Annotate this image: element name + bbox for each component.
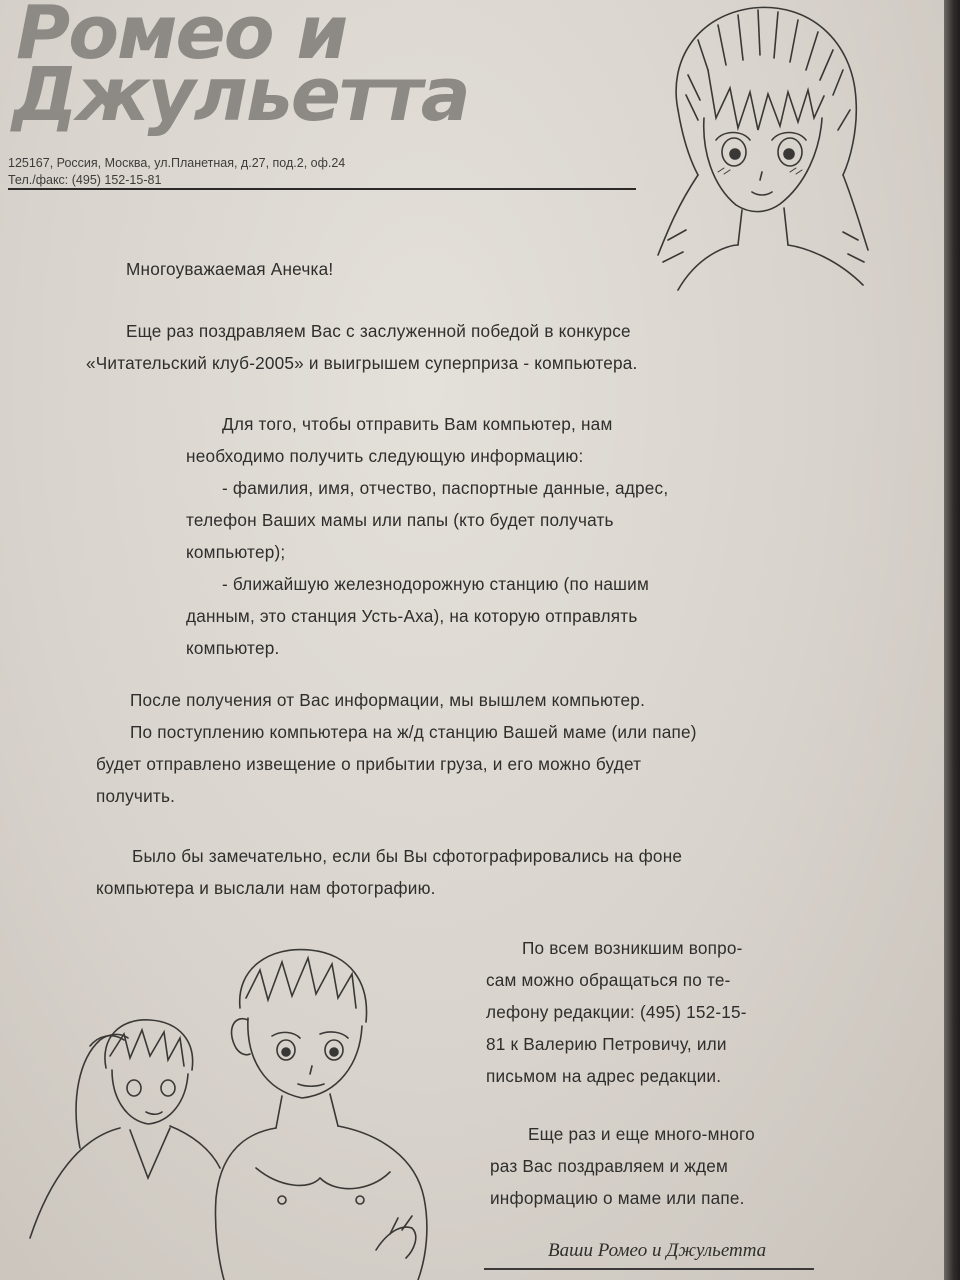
para1-line1: Еще раз поздравляем Вас с заслуженной победой в конкурсе <box>126 321 631 341</box>
para5-line3: лефону редакции: (495) 152-15- <box>486 1002 747 1022</box>
para5-line4: 81 к Валерию Петровичу, или <box>486 1034 727 1054</box>
para2-line8: компьютер. <box>186 638 280 658</box>
logo-line-2: Джульетта <box>12 52 469 138</box>
para6-line3: информацию о маме или папе. <box>490 1188 745 1208</box>
logo-line-1: Ромео и <box>16 0 347 76</box>
para3-line3: будет отправлено извещение о прибытии груза, и его можно будет <box>96 754 642 774</box>
signature-line <box>484 1268 814 1270</box>
para5-line2: сам можно обращаться по те- <box>486 970 731 990</box>
para6-line1: Еще раз и еще много-много <box>528 1124 755 1144</box>
header-contacts <box>8 152 345 191</box>
para3-line2: По поступлению компьютера на ж/д станцию Вашей маме (или папе) <box>130 722 697 742</box>
para5-line5: письмом на адрес редакции. <box>486 1066 722 1086</box>
para1-line2: «Читательский клуб-2005» и выигрышем суперприза - компьютера. <box>86 353 638 373</box>
para4-line1: Было бы замечательно, если бы Вы сфотографировались на фоне <box>132 846 683 866</box>
header-rule <box>8 188 636 190</box>
para2-line6: - ближайшую железнодорожную станцию (по нашим <box>222 574 649 594</box>
binder-edge <box>944 0 960 1280</box>
para2-line7: данным, это станция Усть-Аха), на которую отправлять <box>186 606 638 626</box>
para2-line3: - фамилия, имя, отчество, паспортные данные, адрес, <box>222 478 669 498</box>
para4-line2: компьютера и выслали нам фотографию. <box>96 878 436 898</box>
para5-line1: По всем возникшим вопро- <box>522 938 743 958</box>
para3-line4: получить. <box>96 786 176 806</box>
address-line: 125167, Россия, Москва, ул.Планетная, д.27, под.2, оф.24 <box>8 156 346 170</box>
para3-line1: После получения от Вас информации, мы вышлем компьютер. <box>130 690 646 710</box>
greeting: Многоуважаемая Анечка! <box>126 259 334 279</box>
signature: Ваши Ромео и Джульетта <box>548 1240 767 1261</box>
para2-line2: необходимо получить следующую информацию: <box>186 446 584 466</box>
para2-line4: телефон Ваших мамы или папы (кто будет получать <box>186 510 614 530</box>
phone-line: Тел./факс: (495) 152-15-81 <box>8 173 162 187</box>
anime-girl-illustration <box>638 0 878 300</box>
magazine-logo <box>10 0 490 138</box>
anime-boys-illustration <box>20 938 490 1280</box>
para2-line1: Для того, чтобы отправить Вам компьютер, нам <box>222 414 613 434</box>
para2-line5: компьютер); <box>186 542 286 562</box>
para6-line2: раз Вас поздравляем и ждем <box>490 1156 728 1176</box>
